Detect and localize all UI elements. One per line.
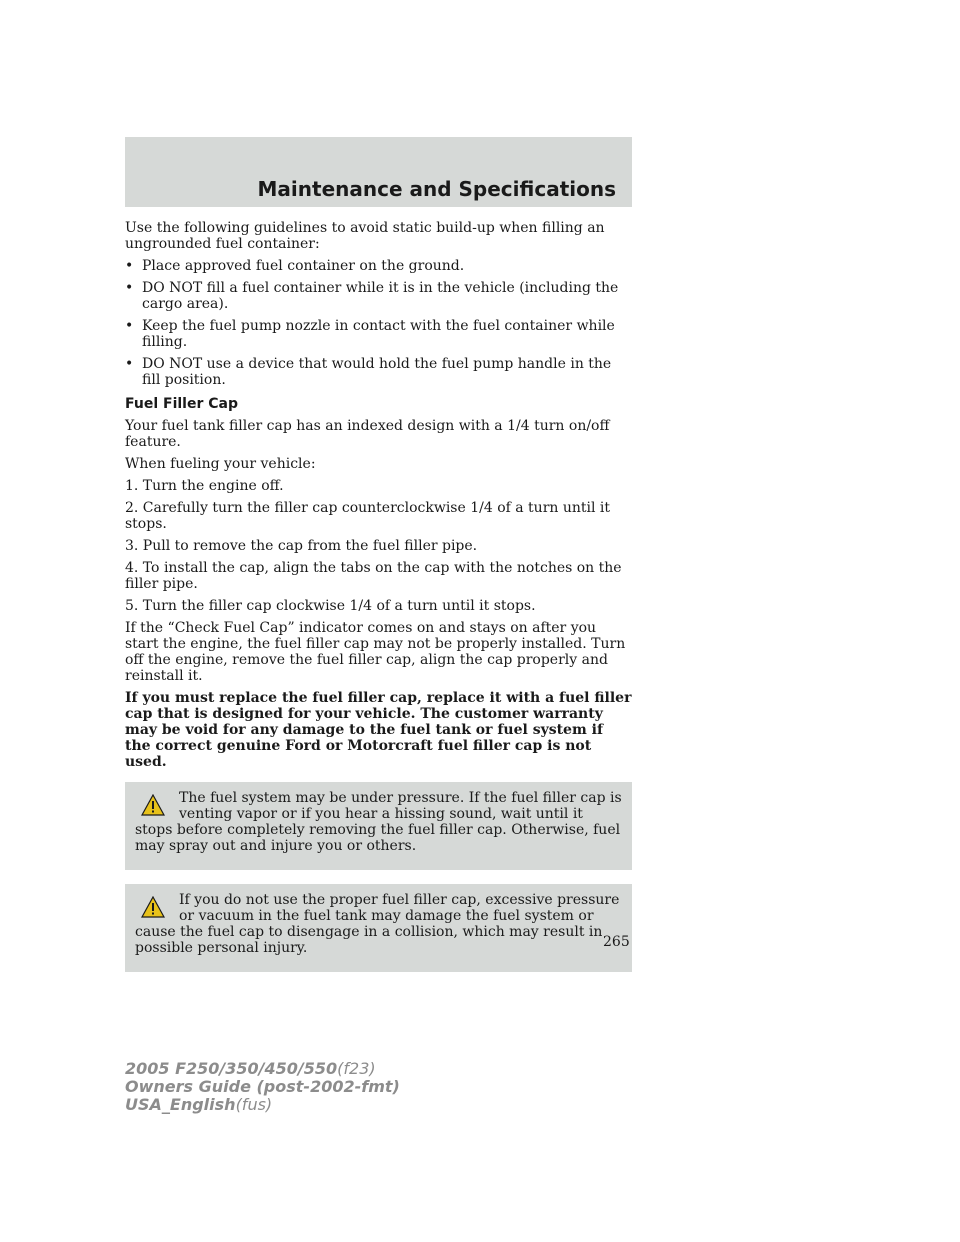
step-4: 4. To install the cap, align the tabs on the cap with the notches on the filler pipe. (125, 560, 622, 592)
paragraph: When fueling your vehicle: (125, 456, 316, 472)
static-guidelines-list (125, 258, 632, 388)
list-item: • DO NOT use a device that would hold the fuel pump handle in the fill position. (125, 356, 612, 388)
footer-line-guide: Owners Guide (post-2002-fmt) (125, 1077, 400, 1096)
bullet-icon: • (125, 356, 134, 372)
list-item: • DO NOT fill a fuel container while it is in the vehicle (including the cargo area). (125, 280, 619, 312)
warning-box (125, 884, 632, 972)
warning-triangle-icon (141, 896, 165, 918)
step-3: 3. Pull to remove the cap from the fuel filler pipe. (125, 538, 478, 554)
page-content (125, 220, 632, 986)
bullet-icon: • (125, 258, 134, 274)
step-5: 5. Turn the filler cap clockwise 1/4 of a turn until it stops. (125, 598, 536, 614)
footer (125, 1060, 400, 1114)
bold-notice: If you must replace the fuel filler cap, replace it with a fuel filler cap that is designed for your vehicle. The customer warranty may be void for any damage to the fuel tank or fuel system if the correct genuine Ford or Motorcraft fuel filler cap is not used. (125, 690, 632, 770)
step-2: 2. Carefully turn the filler cap counterclockwise 1/4 of a turn until it stops. (125, 500, 611, 532)
footer-line-locale: USA_English(fus) (125, 1095, 273, 1114)
footer-line-model: 2005 F250/350/450/550(f23) (125, 1059, 376, 1078)
warning-text: The fuel system may be under pressure. If the fuel filler cap is venting vapor or if you hear a hissing sound, wait until it stops before completely removing the fuel filler cap. Otherwise, fuel may spray out and injure you or others. (135, 790, 622, 854)
paragraph: If the “Check Fuel Cap” indicator comes on and stays on after you start the engine, the fuel filler cap may not be properly installed. Turn off the engine, remove the fuel filler cap, align the cap properly and reinstall it. (125, 620, 626, 684)
header-band (125, 137, 632, 207)
list-item: • Place approved fuel container on the ground. (125, 258, 465, 274)
step-1: 1. Turn the engine off. (125, 478, 284, 494)
warning-box (125, 782, 632, 870)
list-item: • Keep the fuel pump nozzle in contact with the fuel container while filling. (125, 318, 615, 350)
warning-triangle-icon (141, 794, 165, 816)
section-heading: Fuel Filler Cap (125, 396, 238, 412)
warning-text: If you do not use the proper fuel filler cap, excessive pressure or vacuum in the fuel tank may damage the fuel system or cause the fuel cap to disengage in a collision, which may result in possible personal injury. (135, 892, 620, 956)
page-title: Maintenance and Specifications (257, 177, 616, 201)
paragraph: Your fuel tank filler cap has an indexed design with a 1/4 turn on/off feature. (125, 418, 610, 450)
bullet-icon: • (125, 318, 134, 334)
intro-paragraph: Use the following guidelines to avoid static build-up when filling an ungrounded fuel container: (125, 220, 605, 252)
bullet-icon: • (125, 280, 134, 296)
page-number: 265 (603, 934, 630, 950)
